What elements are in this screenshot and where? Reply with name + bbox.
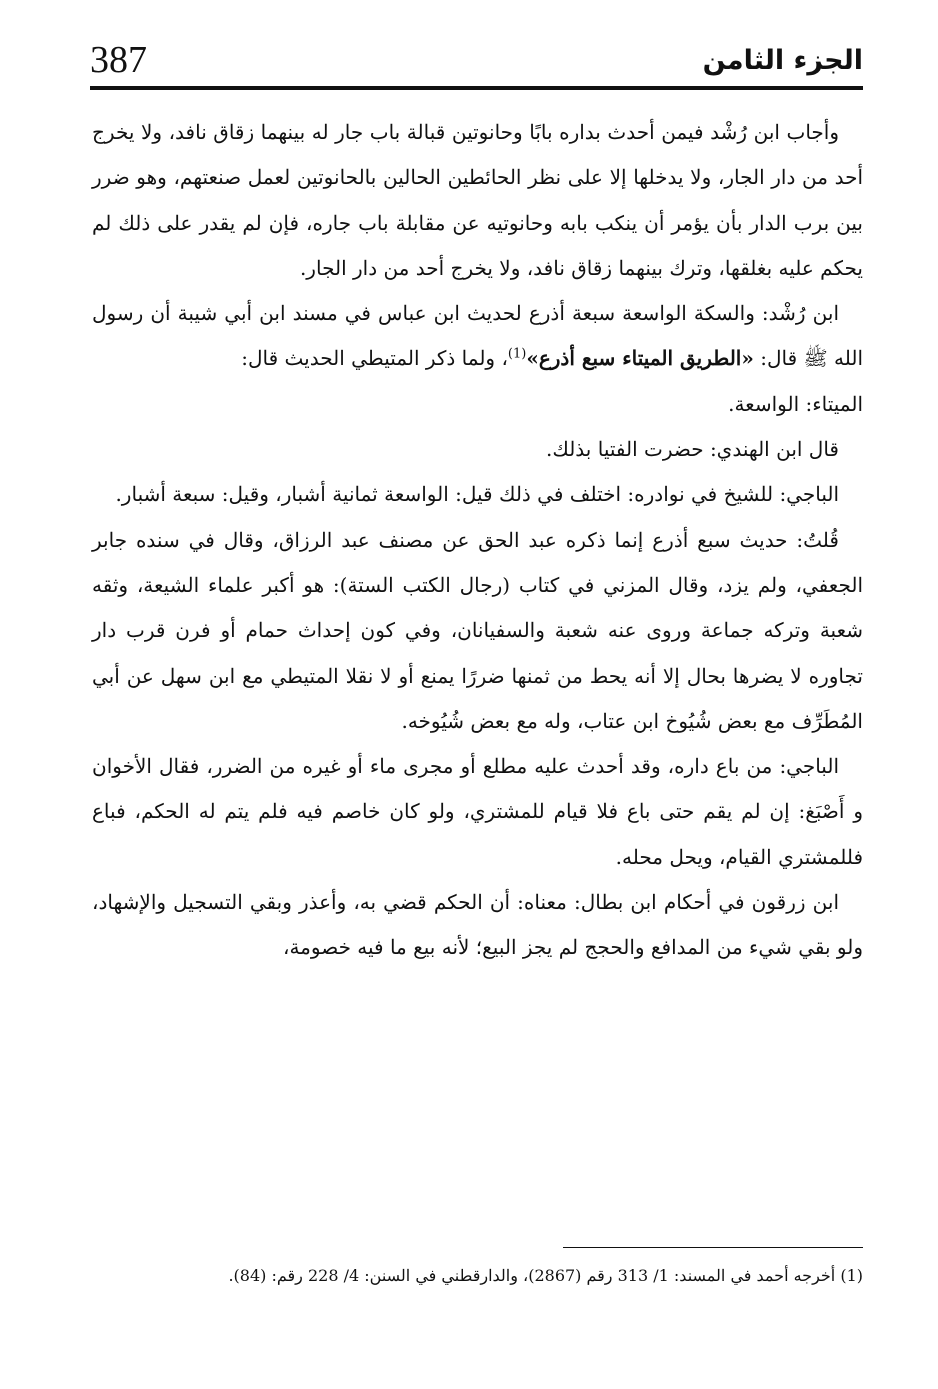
paragraph: الميتاء: الواسعة.	[728, 391, 863, 416]
page-header	[90, 30, 863, 88]
paragraph: ابن زرقون في أحكام ابن بطال: معناه: أن الحكم قضي به، وأعذر وبقي التسجيل والإشهاد، ولو بقي شيء من المدافع والحجج لم يجز البيع؛ لأنه بيع ما فيه خصومة،	[92, 890, 863, 960]
page-number: 387	[90, 39, 147, 81]
paragraph-text: ابن رُشْد: والسكة الواسعة سبعة أذرع لحديث ابن عباس في مسند ابن أبي شيبة أن رسول الله ﷺ قال:	[92, 301, 863, 371]
header-rule	[90, 86, 863, 90]
footnote-rule	[563, 1247, 863, 1248]
body-text	[92, 110, 863, 971]
paragraph-text: ، ولما ذكر المتيطي الحديث قال:	[241, 346, 508, 371]
paragraph: قال ابن الهندي: حضرت الفتيا بذلك.	[546, 437, 839, 462]
hadith-quote: «الطريق الميتاء سبع أذرع»	[526, 346, 754, 371]
paragraph: قُلتُ: حديث سبع أذرع إنما ذكره عبد الحق عن مصنف عبد الرزاق، وقال في سنده جابر الجعفي، ولم يزد، وقال المزني في كتاب (رجال الكتب الستة): هو أكبر علماء الشيعة، وثقه شعبة وتركه جماعة وروى عنه شعبة والسفيانان، وفي كون إحداث حمام أو فرن قرب دار تجاوره لا يضرها بحال إلا أنه يحط من ثمنها ضررًا يمنع أو لا نقلا المتيطي مع ابن سهل عن أبي المُطَرِّف مع بعض شُيُوخ ابن عتاب، وله مع بعض شُيُوخه.	[92, 527, 863, 733]
paragraph	[92, 291, 863, 382]
paragraph: الباجي: من باع داره، وقد أحدث عليه مطلع أو مجرى ماء أو غيره من الضرر، فقال الأخوان و أَصْبَغ: إن لم يقم حتى باع فلا قيام للمشتري، ولو كان خاصم فيه فلم يتم له الحكم، فباع فللمشتري القيام، ويحل محله.	[92, 754, 863, 869]
paragraph: الباجي: للشيخ في نوادره: اختلف في ذلك قيل: الواسعة ثمانية أشبار، وقيل: سبعة أشبار.	[115, 482, 839, 507]
paragraph: وأجاب ابن رُشْد فيمن أحدث بداره بابًا وحانوتين قبالة باب جار له بينهما زقاق نافد، ولا يخرج أحد من دار الجار، ولا يدخلها إلا على نظر الحائطين الحالين بالحانوتين لعمل صنعتهم، وهو ضرر بين برب الدار بأن يؤمر أن ينكب بابه وحانوتيه عن مقابلة باب جاره، فإن لم يقدر على ذلك لم يحكم عليه بغلقها، وترك بينهما زقاق نافد، ولا يخرج أحد من دار الجار.	[92, 120, 863, 280]
footnote-marker: (1)	[507, 346, 527, 362]
running-head: الجزء الثامن	[702, 45, 863, 76]
footnote: (1) أخرجه أحمد في المسند: 1/ 313 رقم (2867)، والدارقطني في السنن: 4/ 228 رقم: (84).	[228, 1266, 863, 1285]
